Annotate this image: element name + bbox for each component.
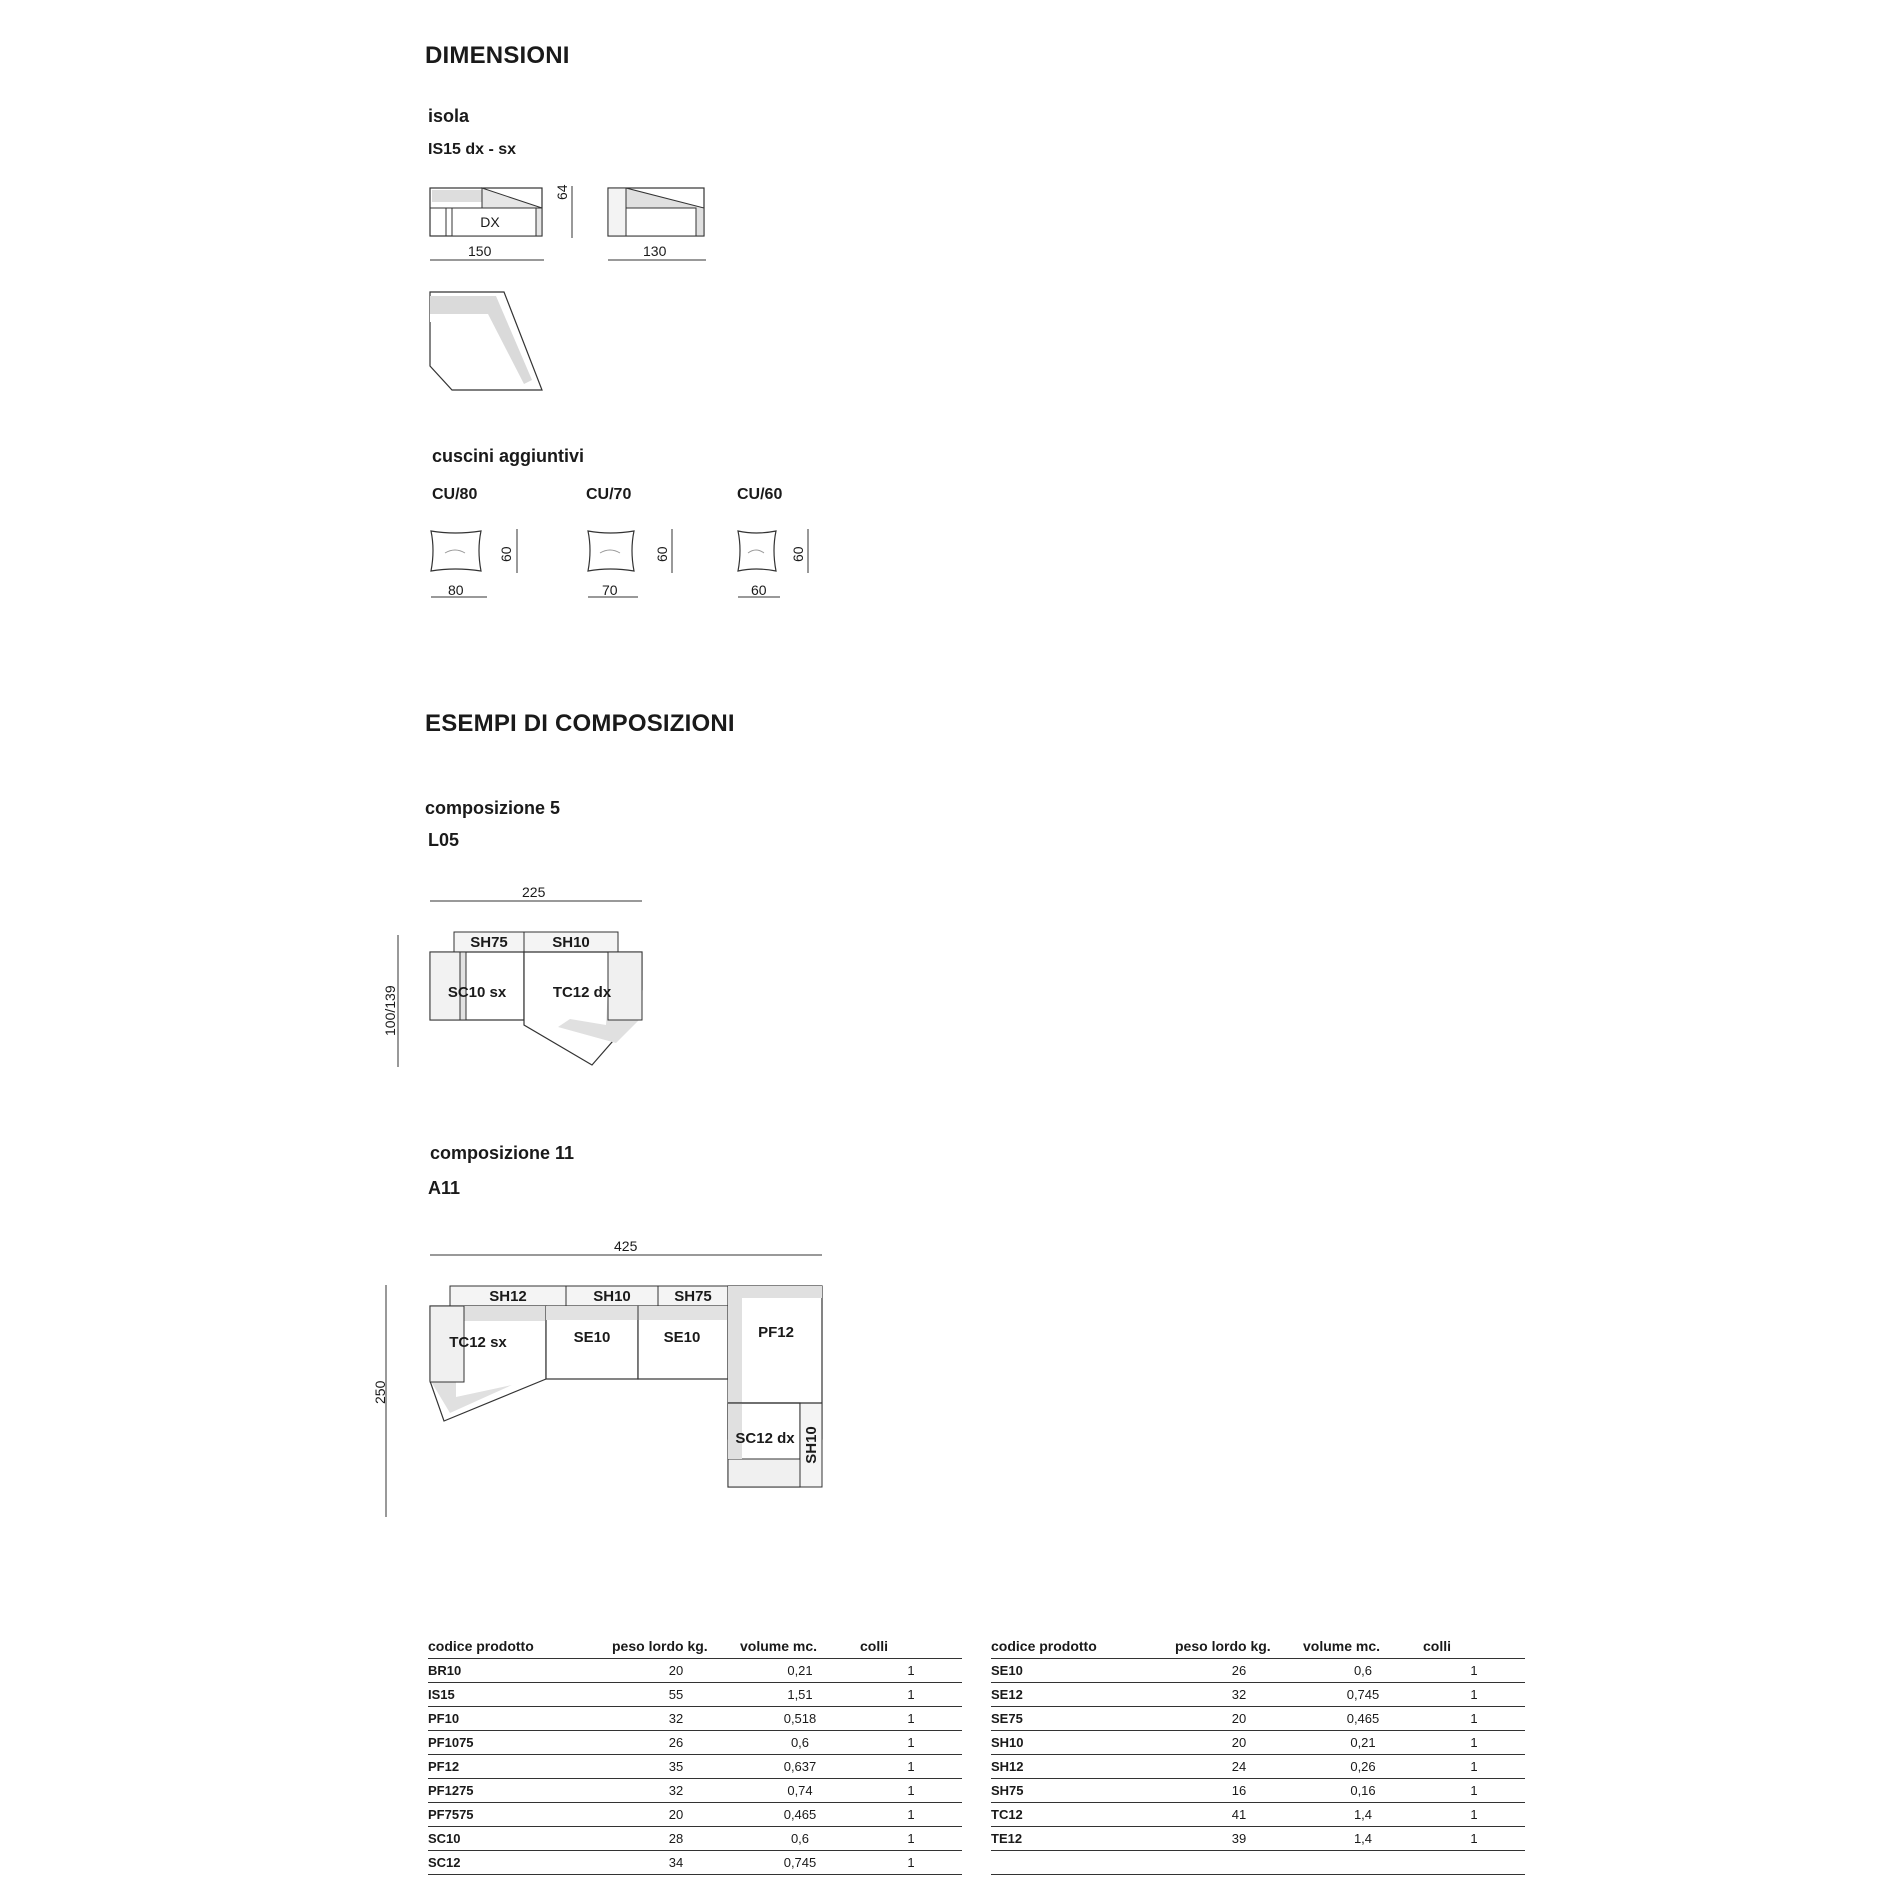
cell-codice: SC10 [428,1827,612,1851]
comp11-mod-pf12: PF12 [758,1324,794,1341]
table-row [428,1755,962,1779]
table-row [428,1851,962,1875]
comp11-drawing [380,1245,840,1525]
cell-peso: 28 [612,1827,740,1851]
table-row [428,1683,962,1707]
cell-volume: 0,465 [740,1803,860,1827]
comp11-code: A11 [428,1178,461,1198]
table-row [991,1779,1525,1803]
cell-peso: 32 [612,1707,740,1731]
cell-colli: 1 [860,1659,962,1683]
cell-colli: 1 [1423,1659,1525,1683]
comp5-title: composizione 5 [425,798,561,818]
table-row [428,1659,962,1683]
cell-volume: 0,16 [1303,1779,1423,1803]
comp11-mod-sh12: SH12 [489,1288,527,1305]
cuscino-2-code: CU/70 [586,486,632,503]
cell-colli: 1 [860,1707,962,1731]
col-header-codice: codice prodotto [991,1636,1175,1659]
cell-codice: TC12 [991,1803,1175,1827]
cell-volume [1303,1851,1423,1875]
cell-codice: PF10 [428,1707,612,1731]
col-header-volume: volume mc. [740,1636,860,1659]
cell-peso: 32 [1175,1683,1303,1707]
cell-codice: SH12 [991,1755,1175,1779]
cell-peso: 34 [612,1851,740,1875]
comp11-mod-se10-a: SE10 [573,1329,611,1346]
isola-width-side: 130 [643,243,667,259]
comp5-width: 225 [522,884,546,900]
table-row [428,1827,962,1851]
cell-peso: 32 [612,1779,740,1803]
cell-colli: 1 [1423,1779,1525,1803]
cell-colli: 1 [860,1683,962,1707]
table-row [991,1707,1525,1731]
cell-peso: 35 [612,1755,740,1779]
cell-colli [1423,1851,1525,1875]
cell-codice: SH10 [991,1731,1175,1755]
comp11-title: composizione 11 [430,1143,575,1163]
cell-codice: BR10 [428,1659,612,1683]
comp5-code: L05 [428,830,460,850]
cell-codice: PF1275 [428,1779,612,1803]
cell-colli: 1 [860,1827,962,1851]
cell-volume: 0,518 [740,1707,860,1731]
cell-peso: 26 [612,1731,740,1755]
table-row [991,1683,1525,1707]
cell-colli: 1 [1423,1731,1525,1755]
col-header-codice: codice prodotto [428,1636,612,1659]
cuscino-1-drawing [425,525,525,605]
comp5-mod-sh75: SH75 [470,934,508,951]
col-header-peso: peso lordo kg. [612,1636,740,1659]
cell-codice: SE12 [991,1683,1175,1707]
col-header-colli: colli [860,1636,962,1659]
cell-volume: 0,6 [1303,1659,1423,1683]
comp5-depth: 100/139 [382,985,398,1036]
product-table-left [428,1636,962,1875]
cell-codice: IS15 [428,1683,612,1707]
isola-width-front: 150 [468,243,492,259]
cell-codice: PF7575 [428,1803,612,1827]
cuscino-2-height: 60 [654,546,670,562]
col-header-volume: volume mc. [1303,1636,1423,1659]
table-row [428,1803,962,1827]
comp5-mod-sc10sx: SC10 sx [447,984,507,1001]
cell-colli: 1 [1423,1707,1525,1731]
isola-title: isola [428,106,470,126]
table-row [428,1779,962,1803]
cell-codice: TE12 [991,1827,1175,1851]
cell-colli: 1 [860,1779,962,1803]
cell-peso: 16 [1175,1779,1303,1803]
cell-codice [991,1851,1175,1875]
cell-volume: 0,6 [740,1731,860,1755]
table-row [991,1827,1525,1851]
comp5-mod-sh10: SH10 [552,934,590,951]
cell-volume: 0,21 [1303,1731,1423,1755]
cuscino-2-drawing [582,525,682,605]
table-row [991,1803,1525,1827]
cell-peso: 20 [1175,1707,1303,1731]
comp11-mod-tc12sx: TC12 sx [449,1334,507,1351]
cuscino-3-drawing [732,525,832,605]
cell-volume: 1,4 [1303,1803,1423,1827]
isola-height: 64 [554,184,570,200]
cuscino-2-width: 70 [602,582,618,598]
cell-codice: SE75 [991,1707,1175,1731]
cuscino-1-width: 80 [448,582,464,598]
table-row [991,1659,1525,1683]
cell-volume: 1,4 [1303,1827,1423,1851]
cell-volume: 0,745 [1303,1683,1423,1707]
comp11-depth: 250 [372,1380,388,1404]
cell-volume: 0,6 [740,1827,860,1851]
cuscino-3-code: CU/60 [737,486,783,503]
comp11-mod-sc12dx: SC12 dx [735,1430,795,1447]
cell-colli: 1 [860,1803,962,1827]
col-header-peso: peso lordo kg. [1175,1636,1303,1659]
comp11-mod-sh10-vert: SH10 [803,1426,820,1464]
isola-plan-drawing [420,284,550,404]
comp11-width: 425 [614,1238,638,1254]
cell-peso: 26 [1175,1659,1303,1683]
cuscino-1-code: CU/80 [432,486,478,503]
cell-volume: 0,465 [1303,1707,1423,1731]
cuscino-3-height: 60 [790,546,806,562]
cell-codice: SC12 [428,1851,612,1875]
cell-peso: 20 [612,1803,740,1827]
cell-codice: PF12 [428,1755,612,1779]
cell-colli: 1 [860,1755,962,1779]
col-header-colli: colli [1423,1636,1525,1659]
cell-colli: 1 [1423,1803,1525,1827]
cuscino-3-width: 60 [751,582,767,598]
table-row [428,1707,962,1731]
cell-peso: 20 [1175,1731,1303,1755]
cell-peso: 39 [1175,1827,1303,1851]
comp5-drawing [380,895,660,1075]
cell-colli: 1 [1423,1683,1525,1707]
comp5-mod-tc12dx: TC12 dx [552,984,612,1001]
cell-volume: 1,51 [740,1683,860,1707]
cell-peso [1175,1851,1303,1875]
cuscino-1-height: 60 [498,546,514,562]
cuscini-title: cuscini aggiuntivi [432,446,585,466]
cell-peso: 55 [612,1683,740,1707]
isola-code: IS15 dx - sx [428,141,517,158]
cell-volume: 0,26 [1303,1755,1423,1779]
table-row [991,1731,1525,1755]
cell-volume: 0,745 [740,1851,860,1875]
cell-volume: 0,74 [740,1779,860,1803]
cell-peso: 20 [612,1659,740,1683]
cell-peso: 24 [1175,1755,1303,1779]
table-row [991,1851,1525,1875]
cell-codice: SE10 [991,1659,1175,1683]
cell-codice: PF1075 [428,1731,612,1755]
cell-colli: 1 [860,1851,962,1875]
product-table-right [991,1636,1525,1875]
comp11-mod-se10-b: SE10 [663,1329,701,1346]
cell-colli: 1 [1423,1827,1525,1851]
cell-colli: 1 [1423,1755,1525,1779]
heading-dimensioni: DIMENSIONI [425,42,570,69]
table-row [991,1755,1525,1779]
cell-volume: 0,21 [740,1659,860,1683]
table-row [428,1731,962,1755]
cell-colli: 1 [860,1731,962,1755]
isola-front-label: DX [480,214,500,230]
heading-esempi: ESEMPI DI COMPOSIZIONI [425,710,735,737]
comp11-mod-sh10: SH10 [593,1288,631,1305]
cell-codice: SH75 [991,1779,1175,1803]
cell-peso: 41 [1175,1803,1303,1827]
cell-volume: 0,637 [740,1755,860,1779]
comp11-mod-sh75: SH75 [674,1288,712,1305]
